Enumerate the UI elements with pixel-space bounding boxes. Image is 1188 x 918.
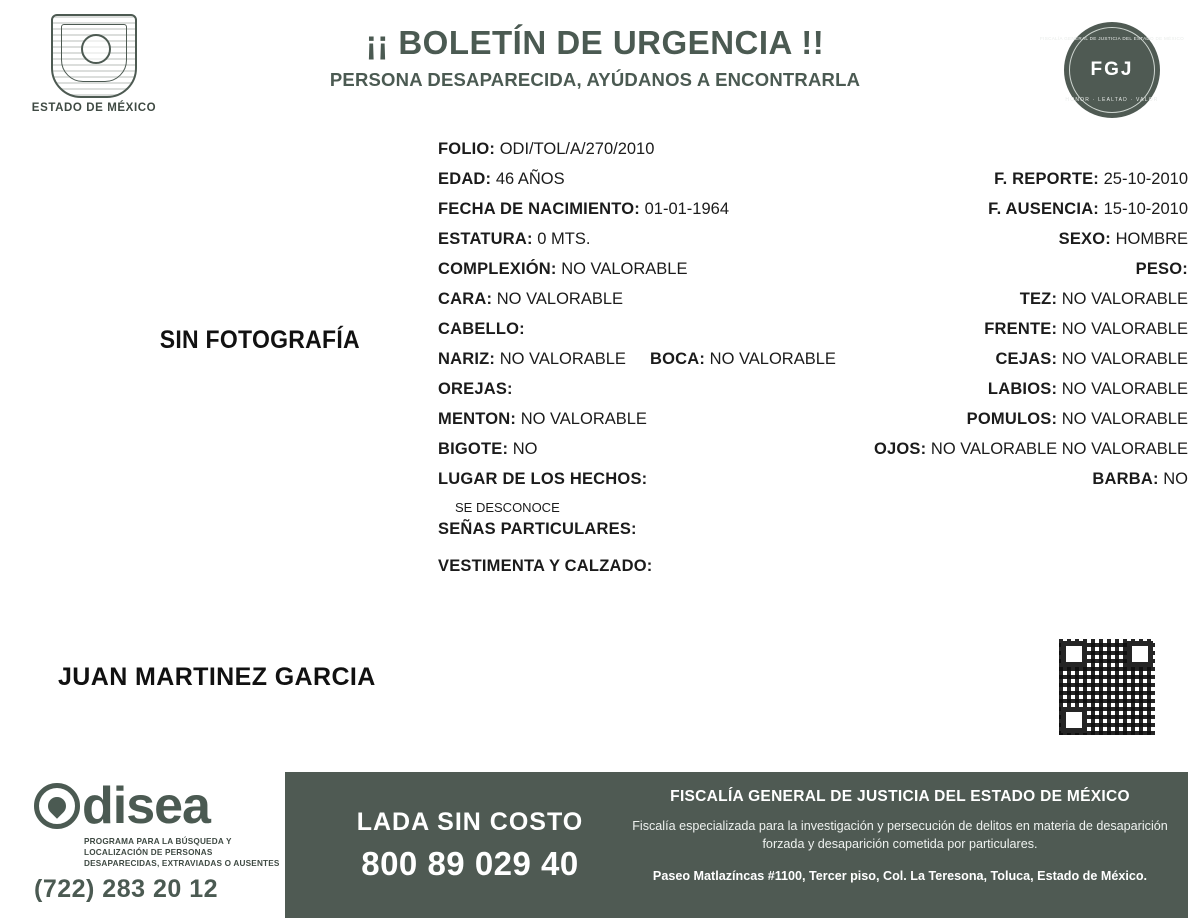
field-senas-particulares-label: SEÑAS PARTICULARES: — [438, 520, 637, 538]
field-f-ausencia-label: F. AUSENCIA: — [988, 200, 1099, 218]
field-f-reporte-value: 25-10-2010 — [1103, 170, 1188, 188]
institution-block — [620, 788, 1180, 885]
field-barba-label: BARBA: — [1092, 470, 1159, 488]
field-f-reporte-label: F. REPORTE: — [994, 170, 1099, 188]
field-folio — [438, 140, 654, 159]
field-fecha-nacimiento — [438, 200, 729, 219]
odisea-wordmark — [34, 777, 284, 835]
footer — [0, 772, 1188, 918]
field-folio-value: ODI/TOL/A/270/2010 — [499, 140, 655, 158]
field-bigote-label: BIGOTE: — [438, 440, 509, 458]
field-complexion-label: COMPLEXIÓN: — [438, 260, 557, 278]
field-labios — [988, 380, 1188, 399]
state-emblem — [30, 14, 158, 114]
field-cabello — [438, 320, 525, 339]
odisea-subtitle: PROGRAMA PARA LA BÚSQUEDA Y LOCALIZACIÓN DE PERSONAS DESAPARECIDAS, EXTRAVIADAS O AUSENTES — [84, 837, 280, 869]
fgj-logo-inner — [1040, 27, 1184, 113]
field-vestimenta-calzado-label: VESTIMENTA Y CALZADO: — [438, 557, 653, 575]
field-cara-label: CARA: — [438, 290, 493, 308]
field-cejas-label: CEJAS: — [995, 350, 1058, 368]
field-boca-label: BOCA: — [650, 350, 706, 368]
field-nariz-value: NO VALORABLE — [499, 350, 626, 368]
lada-block — [320, 808, 620, 883]
odisea-phone[interactable]: (722) 283 20 12 — [34, 875, 219, 904]
field-frente-value: NO VALORABLE — [1061, 320, 1188, 338]
field-boca — [650, 350, 836, 369]
state-emblem-caption: ESTADO DE MÉXICO — [31, 102, 157, 114]
odisea-logo — [34, 777, 284, 904]
field-estatura-label: ESTATURA: — [438, 230, 533, 248]
field-lugar-hechos — [438, 470, 647, 489]
title-block — [200, 24, 990, 91]
field-tez-value: NO VALORABLE — [1061, 290, 1188, 308]
field-labios-value: NO VALORABLE — [1061, 380, 1188, 398]
field-nariz-label: NARIZ: — [438, 350, 496, 368]
field-cara-value: NO VALORABLE — [496, 290, 624, 308]
field-senas-particulares — [438, 520, 637, 539]
field-vestimenta-calzado — [438, 557, 652, 576]
field-lugar-hechos-label: LUGAR DE LOS HECHOS: — [438, 470, 648, 488]
field-sexo — [1059, 230, 1188, 249]
field-sexo-value: HOMBRE — [1115, 230, 1188, 248]
field-ojos-label: OJOS: — [873, 440, 927, 458]
field-lugar-hechos-detail — [455, 498, 560, 517]
fgj-logo — [1040, 22, 1184, 118]
field-orejas-label: OREJAS: — [438, 380, 513, 398]
field-edad-value: 46 AÑOS — [495, 170, 565, 188]
field-frente — [984, 320, 1188, 339]
field-barba — [1092, 470, 1188, 489]
field-cejas-value: NO VALORABLE — [1061, 350, 1188, 368]
state-shield-icon — [51, 14, 137, 98]
field-f-reporte — [994, 170, 1188, 189]
field-edad-label: EDAD: — [438, 170, 492, 188]
field-labios-label: LABIOS: — [987, 380, 1058, 398]
field-cejas — [995, 350, 1188, 369]
field-fecha-nacimiento-label: FECHA DE NACIMIENTO: — [438, 200, 640, 218]
field-orejas — [438, 380, 513, 399]
field-ojos-value: NO VALORABLE NO VALORABLE — [930, 440, 1188, 458]
field-sexo-label: SEXO: — [1058, 230, 1111, 248]
institution-description: Fiscalía especializada para la investigación y persecución de delitos en materia de desaparición forzada y desaparición cometida por particulares. — [632, 819, 1168, 852]
field-ojos — [874, 440, 1188, 459]
person-name: JUAN MARTINEZ GARCIA — [58, 663, 376, 691]
field-fecha-nacimiento-value: 01-01-1964 — [644, 200, 729, 218]
odisea-mark-icon — [34, 783, 80, 829]
fgj-ring-top-text: FISCALÍA GENERAL DE JUSTICIA DEL ESTADO DE MÉXICO — [1040, 36, 1184, 41]
institution-title: FISCALÍA GENERAL DE JUSTICIA DEL ESTADO DE MÉXICO — [670, 788, 1130, 805]
field-complexion-value: NO VALORABLE — [561, 260, 688, 278]
field-folio-label: FOLIO: — [438, 140, 496, 158]
odisea-wordmark-text: disea — [82, 777, 210, 835]
institution-address: Paseo Matlazíncas #1100, Tercer piso, Col. La Teresona, Toluca, Estado de México. — [652, 868, 1148, 883]
field-menton — [438, 410, 647, 429]
field-f-ausencia — [988, 200, 1188, 219]
footer-bar — [285, 772, 1188, 918]
field-nariz — [438, 350, 626, 369]
field-bigote-value: NO — [512, 440, 538, 458]
field-estatura — [438, 230, 590, 249]
fgj-ring-bottom-text: HONOR · LEALTAD · VALOR — [1065, 97, 1159, 103]
field-tez — [1020, 290, 1188, 309]
field-boca-value: NO VALORABLE — [709, 350, 836, 368]
qr-code — [1059, 639, 1155, 735]
field-lugar-hechos-detail-value: SE DESCONOCE — [455, 500, 560, 515]
field-frente-label: FRENTE: — [984, 320, 1058, 338]
field-estatura-value: 0 MTS. — [537, 230, 591, 248]
field-cabello-label: CABELLO: — [438, 320, 525, 338]
photo-placeholder-label: SIN FOTOGRAFÍA — [159, 325, 361, 354]
field-pomulos-label: POMULOS: — [966, 410, 1058, 428]
field-tez-label: TEZ: — [1019, 290, 1058, 308]
field-peso-label: PESO: — [1135, 260, 1188, 278]
page-subtitle: PERSONA DESAPARECIDA, AYÚDANOS A ENCONTRARLA — [329, 69, 861, 90]
field-bigote — [438, 440, 538, 459]
field-edad — [438, 170, 565, 189]
field-menton-value: NO VALORABLE — [520, 410, 647, 428]
qr-finder-bottom-left — [1061, 707, 1087, 733]
field-cara — [438, 290, 623, 309]
field-menton-label: MENTON: — [438, 410, 517, 428]
field-pomulos — [967, 410, 1188, 429]
fgj-logo-text: FGJ — [1090, 59, 1134, 80]
header — [0, 0, 1188, 130]
page-title: ¡¡ BOLETÍN DE URGENCIA !! — [365, 24, 825, 61]
lada-title: LADA SIN COSTO — [356, 808, 584, 836]
lada-number[interactable]: 800 89 029 40 — [361, 845, 579, 882]
field-complexion — [438, 260, 687, 279]
field-pomulos-value: NO VALORABLE — [1061, 410, 1188, 428]
field-barba-value: NO — [1163, 470, 1188, 488]
data-fields — [0, 140, 1188, 600]
field-f-ausencia-value: 15-10-2010 — [1103, 200, 1188, 218]
field-peso — [1136, 260, 1188, 279]
